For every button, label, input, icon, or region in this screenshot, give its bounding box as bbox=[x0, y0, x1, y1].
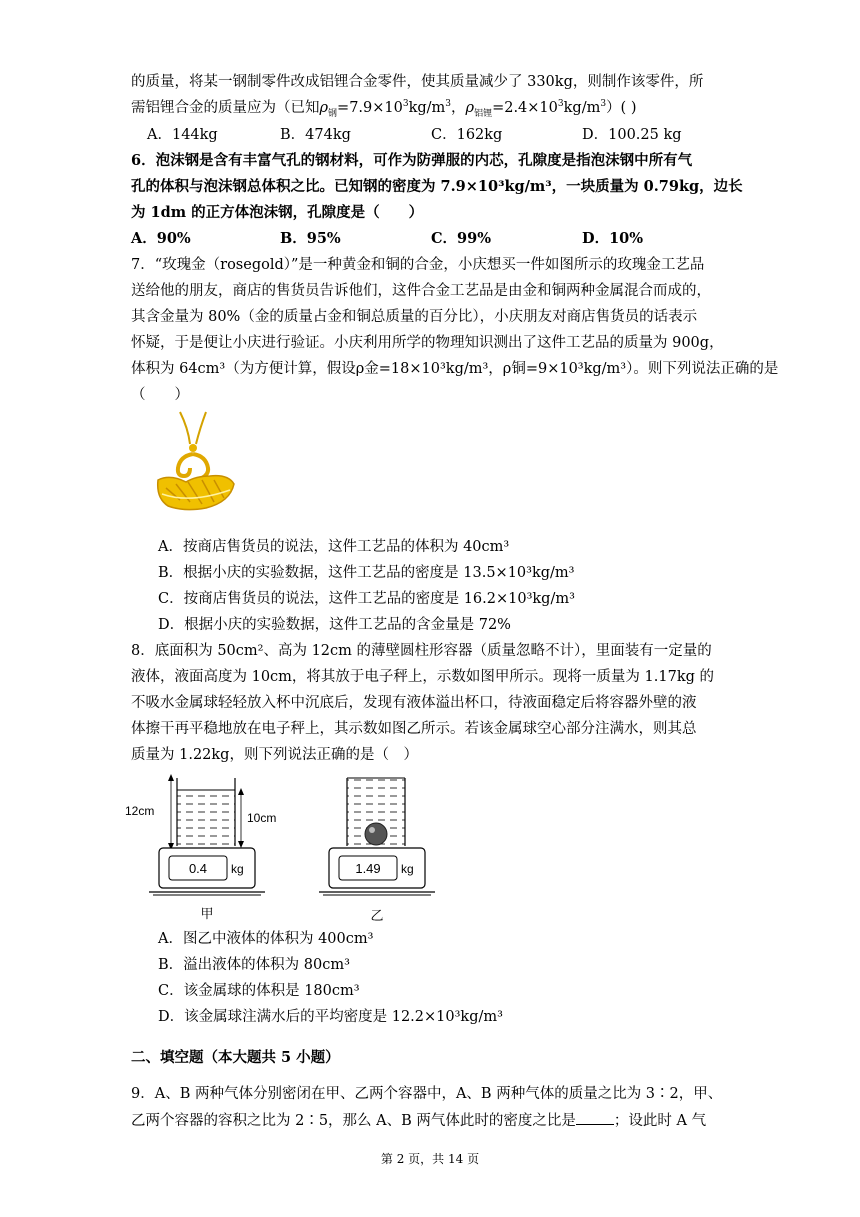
q6-option-a: A．90% bbox=[131, 230, 191, 247]
q7-line3: 其含金量为 80%（金的质量占金和铜总质量的百分比），小庆朋友对商店售货员的话表示 bbox=[131, 309, 698, 325]
metal-ball-icon bbox=[365, 823, 387, 845]
answer-blank[interactable] bbox=[576, 1110, 614, 1125]
q5-option-a: A．144kg bbox=[147, 127, 218, 143]
q7-line1: 7．“玫瑰金（rosegold）”是一种黄金和铜的合金，小庆想买一件如图所示的玫瑰金工艺品 bbox=[131, 257, 705, 273]
q7-option-d: D．根据小庆的实验数据，这件工艺品的含金量是 72% bbox=[158, 617, 511, 633]
q6-line2: 孔的体积与泡沫钢总体积之比。已知钢的密度为 7.9×10³kg/m³，一块质量为 0.79kg，边长 bbox=[131, 178, 743, 195]
scale-jia bbox=[149, 848, 265, 921]
q7-option-c: C．按商店售货员的说法，这件工艺品的密度是 16.2×10³kg/m³ bbox=[158, 591, 575, 607]
unit-kg-jia: kg bbox=[231, 862, 244, 876]
q7-option-b: B．根据小庆的实验数据，这件工艺品的密度是 13.5×10³kg/m³ bbox=[158, 565, 575, 581]
q7-option-a: A．按商店售货员的说法，这件工艺品的体积为 40cm³ bbox=[158, 539, 510, 555]
q8-line3: 不吸水金属球轻轻放入杯中沉底后，发现有液体溢出杯口，待液面稳定后将容器外壁的液 bbox=[131, 695, 697, 711]
caption-jia: 甲 bbox=[200, 906, 214, 921]
q6-option-c: C．99% bbox=[431, 230, 491, 247]
unit-kg-yi: kg bbox=[401, 862, 414, 876]
label-10cm: 10cm bbox=[247, 811, 277, 825]
q5-line2: 需铝锂合金的质量应为（已知$\rho_钢=7.9\times 10^3kg/m^3$，$\rho_{铝锂}=2.4\times 10^3kg/m^3$）( ) bbox=[131, 99, 637, 119]
q6-option-d: D．10% bbox=[582, 230, 644, 247]
q8-option-b: B．溢出液体的体积为 80cm³ bbox=[158, 957, 350, 973]
q7-line5: 体积为 64cm³（为方便计算，假设ρ金=18×10³kg/m³，ρ铜=9×10³kg/m³）。则下列说法正确的是 bbox=[131, 361, 779, 377]
q7-line6: （ ） bbox=[131, 387, 189, 403]
q8-option-d: D．该金属球注满水后的平均密度是 12.2×10³kg/m³ bbox=[158, 1009, 503, 1025]
q5-option-d: D．100.25 kg bbox=[582, 127, 682, 143]
section-title-fill-in: 二、填空题（本大题共 5 小题） bbox=[131, 1049, 340, 1066]
q5-option-c: C．162kg bbox=[431, 127, 503, 143]
q6-line3: 为 1dm 的正方体泡沫钢，孔隙度是（ ） bbox=[131, 204, 424, 221]
label-12cm: 12cm bbox=[125, 804, 155, 818]
q6-line1: 6．泡沫钢是含有丰富气孔的钢材料，可作为防弹服的内芯，孔隙度是指泡沫钢中所有气 bbox=[131, 152, 693, 169]
container-yi bbox=[347, 778, 405, 846]
reading-jia: 0.4 bbox=[188, 861, 208, 876]
q7-line4: 怀疑，于是便让小庆进行验证。小庆利用所学的物理知识测出了这件工艺品的质量为 900g， bbox=[131, 335, 724, 351]
q8-line4: 体擦干再平稳地放在电子秤上，其示数如图乙所示。若该金属球空心部分注满水，则其总 bbox=[131, 721, 697, 737]
reading-yi: 1.49 bbox=[355, 861, 381, 876]
q8-scales-figure bbox=[125, 768, 445, 928]
q8-option-a: A．图乙中液体的体积为 400cm³ bbox=[158, 931, 374, 947]
q9-line1: 9．A、B 两种气体分别密闭在甲、乙两个容器中，A、B 两种气体的质量之比为 3∶2，甲、 bbox=[131, 1086, 723, 1102]
q7-line2: 送给他的朋友，商店的售货员告诉他们，这件合金工艺品是由金和铜两种金属混合而成的， bbox=[131, 283, 711, 299]
q8-option-c: C．该金属球的体积是 180cm³ bbox=[158, 983, 360, 999]
caption-yi: 乙 bbox=[370, 908, 384, 923]
q8-line2: 液体，液面高度为 10cm，将其放于电子秤上，示数如图甲所示。现将一质量为 1.17kg 的 bbox=[131, 669, 714, 685]
q9-line2: 乙两个容器的容积之比为 2∶5，那么 A、B 两气体此时的密度之比是 ；设此时 A 气 bbox=[131, 1110, 706, 1131]
q8-line5: 质量为 1.22kg，则下列说法正确的是（ ） bbox=[131, 747, 418, 763]
page-footer: 第 2 页，共 14 页 bbox=[380, 1152, 480, 1166]
container-jia bbox=[125, 774, 276, 850]
q5-line1: 的质量，将某一钢制零件改成铝锂合金零件，使其质量减少了 330kg，则制作该零件，所 bbox=[131, 74, 704, 90]
q5-option-b: B．474kg bbox=[280, 127, 351, 143]
rose-gold-pendant-image bbox=[150, 410, 240, 520]
q6-option-b: B．95% bbox=[280, 230, 341, 247]
q8-line1: 8．底面积为 50cm²、高为 12cm 的薄壁圆柱形容器（质量忽略不计），里面装有一定量的 bbox=[131, 643, 712, 659]
scale-yi bbox=[319, 848, 435, 923]
